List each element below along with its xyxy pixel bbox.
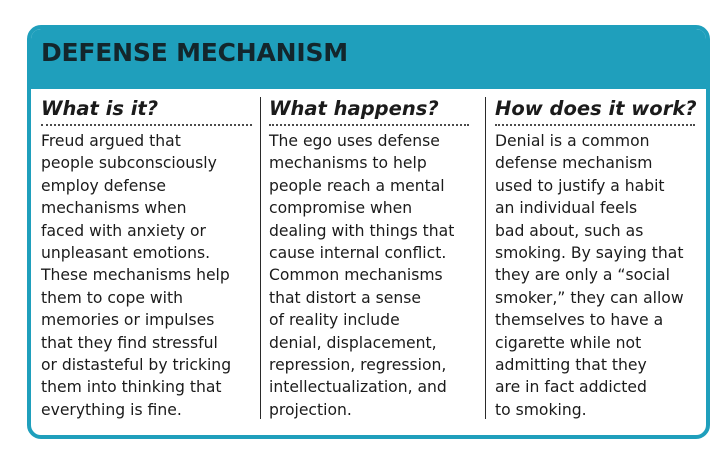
panel-header [31,29,706,89]
column-body-text: The ego uses defense mechanisms to help people reach a mental compromise when dealing with things that cause internal conflict. Common mechanisms that distort a sense of reality include denial, displacement, repression, regression, intellectualization, and projection. [269,132,455,419]
column-how-does-it-work [495,89,695,421]
column-heading: How does it work? [495,97,695,126]
column-divider [260,97,261,419]
column-body-text: Freud argued that people subconsciously employ defense mechanisms when faced with anxiety or unpleasant emotions. These mechanisms help them to cope with memories or impulses that they find stressful or distasteful by tricking them into thinking that everything is fine. [41,132,232,419]
column-heading: What happens? [269,97,469,126]
defense-mechanism-panel [27,25,710,439]
column-divider [485,97,486,419]
column-body-text: Denial is a common defense mechanism used to justify a habit an individual feels bad about, such as smoking. By saying that they are only a “social smoker,” they can allow themselves to have a cigarette while not admitting that they are in fact addicted to smoking. [495,132,684,419]
panel-title: DEFENSE MECHANISM [41,38,348,67]
column-what-is-it [41,89,252,421]
column-heading: What is it? [41,97,252,126]
column-what-happens [269,89,469,421]
